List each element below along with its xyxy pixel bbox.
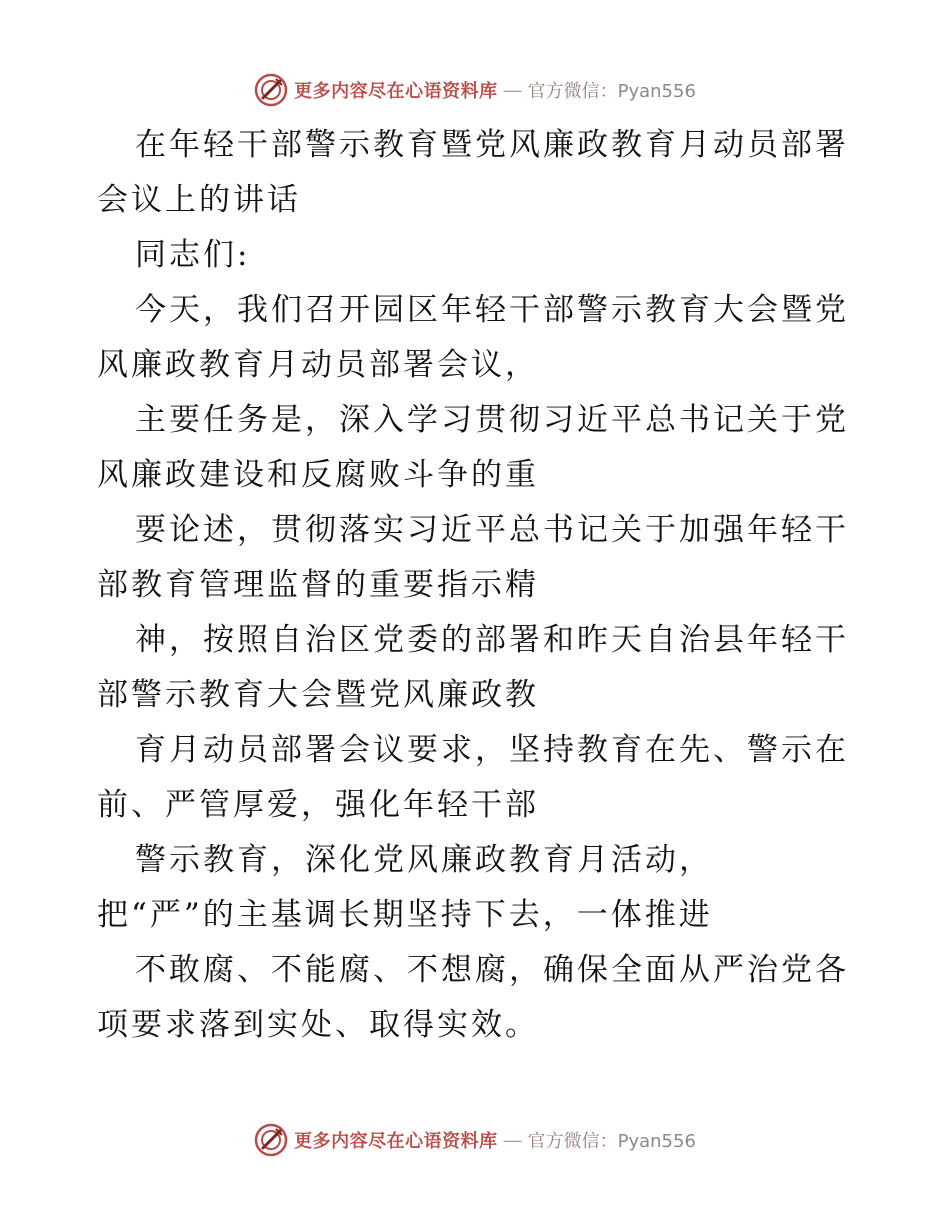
paragraph-line: 育月动员部署会议要求，坚持教育在先、警示在 (135, 732, 849, 768)
paragraph-line: 项要求落到实处、取得实效。 (97, 1007, 539, 1043)
contact-id: Pyan556 (617, 81, 696, 102)
footer-watermark-banner (0, 1118, 950, 1162)
document-title-line-2: 会议上的讲话 (97, 182, 301, 218)
contact-label: 官方微信： (527, 1131, 618, 1152)
paragraph-line: 神，按照自治区党委的部署和昨天自治县年轻干 (135, 622, 849, 658)
salutation: 同志们: (135, 237, 251, 273)
paragraph-line: 不敢腐、不能腐、不想腐，确保全面从严治党各 (135, 952, 849, 988)
banner-separator: — (503, 1129, 522, 1150)
document-title-line-1: 在年轻干部警示教育暨党风廉政教育月动员部署 (135, 127, 849, 163)
paragraph-line: 把“严”的主基调长期坚持下去，一体推进 (97, 897, 713, 933)
paragraph-line: 主要任务是，深入学习贯彻习近平总书记关于党 (135, 402, 849, 438)
header-watermark-banner (0, 68, 950, 112)
paragraph-line: 风廉政建设和反腐败斗争的重 (97, 457, 539, 493)
banner-separator: — (503, 79, 522, 100)
paragraph-line: 警示教育，深化党风廉政教育月活动， (135, 842, 713, 878)
brand-logo-icon (254, 73, 288, 107)
paragraph-line: 要论述，贯彻落实习近平总书记关于加强年轻干 (135, 512, 849, 548)
brand-name: 更多内容尽在心语资料库 (294, 81, 498, 102)
banner-contact (528, 1127, 696, 1153)
contact-id: Pyan556 (617, 1131, 696, 1152)
document-body (97, 118, 857, 1053)
paragraph-line: 前、严管厚爱，强化年轻干部 (97, 787, 539, 823)
contact-label: 官方微信： (527, 81, 618, 102)
paragraph-line: 今天，我们召开园区年轻干部警示教育大会暨党 (135, 292, 849, 328)
brand-logo-icon (254, 1123, 288, 1157)
banner-contact (528, 77, 696, 103)
paragraph-line: 部警示教育大会暨党风廉政教 (97, 677, 539, 713)
paragraph-line: 部教育管理监督的重要指示精 (97, 567, 539, 603)
paragraph-line: 风廉政教育月动员部署会议， (97, 347, 539, 383)
brand-name: 更多内容尽在心语资料库 (294, 1131, 498, 1152)
